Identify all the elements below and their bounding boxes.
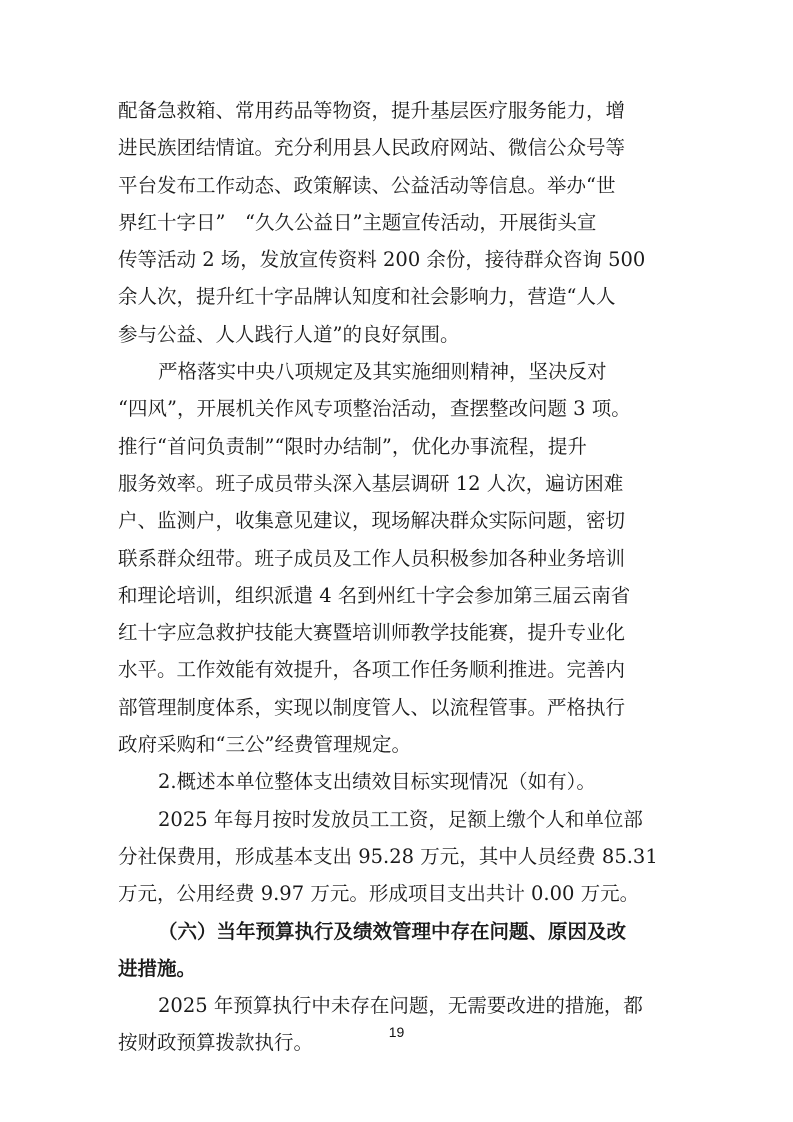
text-line: “四风”，开展机关作风专项整治活动，查摆整改问题 3 项。 [118,397,631,421]
text-line: 联系群众纽带。班子成员及工作人员积极参加各种业务培训 [118,546,626,570]
text-line: 进民族团结情谊。充分利用县人民政府网站、微信公众号等 [118,136,626,160]
text-line: 按财政预算拨款执行。 [118,1031,314,1055]
text-line: 严格落实中央八项规定及其实施细则精神，坚决反对 [158,360,607,384]
text-line: 传等活动 2 场，发放宣传资料 200 余份，接待群众咨询 500 [118,248,646,272]
section-heading: 2.概述本单位整体支出绩效目标实现情况（如有）。 [158,770,596,794]
text-line: 服务效率。班子成员带头深入基层调研 12 人次，遍访困难 [118,471,624,495]
text-line: 平台发布工作动态、政策解读、公益活动等信息。举办“世 [118,173,616,197]
text-line: 户、监测户，收集意见建议，现场解决群众实际问题，密切 [118,509,626,533]
text-line: 和理论培训，组织派遣 4 名到州红十字会参加第三届云南省 [118,583,631,607]
text-line: 分社保费用，形成基本支出 95.28 万元，其中人员经费 85.31 [118,844,658,868]
document-body [118,92,678,1062]
section-heading-bold: （六）当年预算执行及绩效管理中存在问题、原因及改 [158,919,627,943]
text-line: 水平。工作效能有效提升，各项工作任务顺利推进。完善内 [118,658,626,682]
text-line: 界红十字日” “久久公益日”主题宣传活动，开展街头宣 [118,210,597,234]
text-line: 部管理制度体系，实现以制度管人、以流程管事。严格执行 [118,695,626,719]
section-heading-bold: 进措施。 [118,956,197,980]
text-line: 政府采购和“三公”经费管理规定。 [118,733,411,757]
text-line: 参与公益、人人践行人道”的良好氛围。 [118,322,460,346]
text-line: 余人次，提升红十字品牌认知度和社会影响力，营造“人人 [118,285,616,309]
text-line: 配备急救箱、常用药品等物资，提升基层医疗服务能力，增 [118,99,626,122]
text-line: 推行“首问负责制”“限时办结制”，优化办事流程，提升 [118,434,587,458]
text-line: 万元，公用经费 9.97 万元。形成项目支出共计 0.00 万元。 [118,882,640,906]
text-line: 2025 年每月按时发放员工工资，足额上缴个人和单位部 [158,807,643,831]
page-number: 19 [388,1024,405,1040]
text-line: 红十字应急救护技能大赛暨培训师教学技能赛，提升专业化 [118,621,626,645]
text-line: 2025 年预算执行中未存在问题，无需要改进的措施，都 [158,994,643,1018]
